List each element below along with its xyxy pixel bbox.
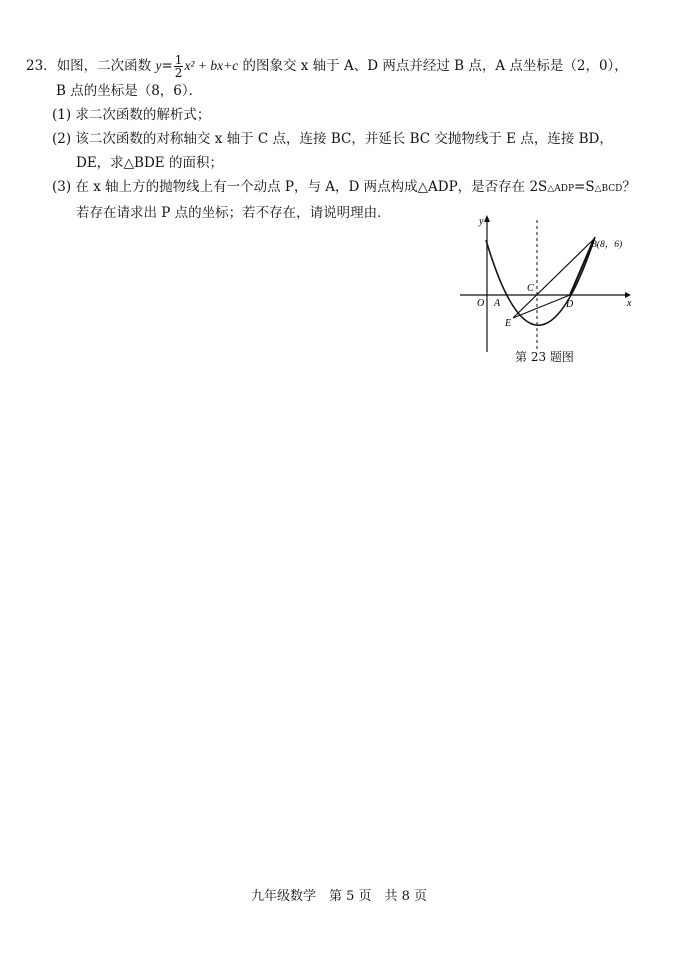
question-intro-line2: B 点的坐标是（8，6）． (56, 83, 203, 99)
part-3-question-mark: ？ (622, 179, 636, 195)
part-2-line1: (2) 该二次函数的对称轴交 x 轴于 C 点，连接 BC，并延长 BC 交抛物线于 E 点，连接 BD， (52, 131, 613, 147)
fn-eq: = (161, 58, 173, 74)
label-x: x (627, 298, 632, 309)
frac-numerator: 1 (174, 53, 183, 67)
segment-DE (513, 295, 570, 318)
segment-BE (513, 239, 594, 318)
parabola-figure (455, 212, 640, 362)
intro-text-b: 的图象交 x 轴于 A、D 两点并经过 B 点，A 点坐标是（2，0）， (238, 58, 628, 74)
fraction-one-half (174, 54, 184, 79)
part-3-line2: 若存在请求出 P 点的坐标；若不存在，请说明理由． (76, 205, 391, 221)
label-y: y (479, 216, 484, 227)
part-3-sub2: △BCD (594, 184, 623, 194)
label-A: A (494, 298, 501, 309)
label-B: B(8，6) (591, 240, 623, 250)
part-3-eq: =S (574, 179, 595, 195)
intro-text-a: 如图，二次函数 (56, 58, 156, 74)
label-origin: O (477, 298, 485, 309)
frac-denominator: 2 (174, 66, 183, 80)
part-1: (1) 求二次函数的解析式； (52, 107, 211, 123)
part-2-line2: DE，求△BDE 的面积； (76, 155, 223, 171)
page-footer: 九年级数学 第 5 页 共 8 页 (250, 889, 428, 904)
question-23 (26, 54, 646, 225)
label-E: E (505, 318, 512, 329)
fn-rest: x² + bx+c (184, 58, 239, 73)
label-C: C (527, 283, 534, 294)
question-number: 23． (26, 58, 57, 74)
parabola-curve (486, 237, 595, 325)
fn-y: y (155, 58, 162, 73)
question-intro-line1 (26, 54, 646, 79)
y-axis-arrow (484, 215, 490, 222)
part-3-sub1: △ADP (547, 184, 575, 194)
part-3-line1 (26, 175, 646, 201)
figure-caption: 第 23 题图 (515, 350, 574, 364)
label-D: D (566, 299, 574, 310)
part-3-text: (3) 在 x 轴上方的抛物线上有一个动点 P，与 A，D 两点构成△ADP，是否存在 2S (52, 179, 548, 195)
